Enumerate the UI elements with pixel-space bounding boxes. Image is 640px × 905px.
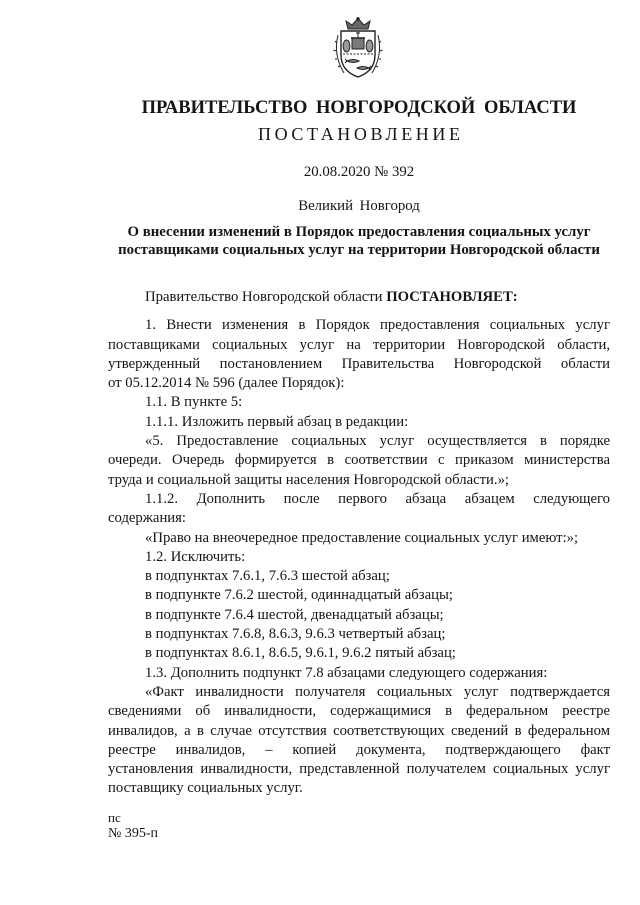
body-line: «Факт инвалидности получателя социальных услуг подтверждается xyxy=(145,683,610,700)
footer xyxy=(108,811,308,842)
document-date-number: 20.08.2020 № 392 xyxy=(303,164,415,180)
document-type: ПОСТАНОВЛЕНИЕ xyxy=(257,124,464,144)
coat-of-arms-icon xyxy=(333,17,383,81)
body-line: в подпунктах 8.6.1, 8.6.5, 9.6.1, 9.6.2 пятый абзац; xyxy=(145,645,456,662)
document-city: Великий Новгород xyxy=(298,198,420,214)
body-line: в подпункте 7.6.2 шестой, одиннадцатый абзацы; xyxy=(145,587,453,604)
body-line: 1.1.2. Дополнить после первого абзаца абзацем следующего xyxy=(145,490,610,507)
organization-name: ПРАВИТЕЛЬСТВО НОВГОРОДСКОЙ ОБЛАСТИ xyxy=(141,98,577,118)
body-line: 1.1. В пункте 5: xyxy=(145,394,243,411)
document-title-line: поставщиками социальных услуг на территории Новгородской области xyxy=(118,242,600,258)
body-line: труда и социальной защиты населения Новгородской области.»; xyxy=(108,471,509,488)
preamble-emphasis: ПОСТАНОВЛЯЕТ: xyxy=(386,289,518,305)
body-line: 1. Внести изменения в Порядок предоставления социальных услуг xyxy=(145,317,610,334)
body-line: инвалидов, а в случае отсутствия соответствующих сведений в федеральном xyxy=(108,722,610,739)
body-line: «Право на внеочередное предоставление социальных услуг имеют:»; xyxy=(145,529,579,546)
coat-of-arms-graphic xyxy=(333,17,383,81)
document-title xyxy=(108,223,610,259)
preamble-text: Правительство Новгородской области xyxy=(145,289,387,305)
body-line: «5. Предоставление социальных услуг осуществляется в порядке xyxy=(145,433,610,450)
body-line: установления инвалидности, представленной получателем социальных услуг xyxy=(108,761,610,778)
body-line: 1.1.1. Изложить первый абзац в редакции: xyxy=(145,413,409,430)
document-body xyxy=(108,288,610,799)
body-line: сведениями об инвалидности, содержащимися в федеральном реестре xyxy=(108,703,610,720)
body-line: от 05.12.2014 № 596 (далее Порядок): xyxy=(108,375,345,392)
body-line: 1.2. Исключить: xyxy=(145,548,246,565)
body-line: в подпунктах 7.6.8, 8.6.3, 9.6.3 четвертый абзац; xyxy=(145,626,446,643)
body-line: поставщиками социальных услуг на территории Новгородской области, xyxy=(108,336,610,353)
body-line: в подпункте 7.6.4 шестой, двенадцатый абзацы; xyxy=(145,606,444,623)
body-line: поставщику социальных услуг. xyxy=(108,780,303,797)
body-line: утвержденный постановлением Правительства Новгородской области xyxy=(108,355,610,372)
footer-initials: пс xyxy=(108,810,121,825)
footer-reference-number: № 395-п xyxy=(108,826,159,841)
preamble xyxy=(108,288,610,307)
document-title-line: О внесении изменений в Порядок предоставления социальных услуг xyxy=(127,224,591,240)
body-line: реестре инвалидов, – копией документа, подтверждающего факт xyxy=(108,741,610,758)
body-line: 1.3. Дополнить подпункт 7.8 абзацами следующего содержания: xyxy=(145,664,548,681)
body-line: очереди. Очередь формируется в соответствии с приказом министерства xyxy=(108,452,610,469)
body-line: в подпунктах 7.6.1, 7.6.3 шестой абзац; xyxy=(145,568,390,585)
body-line: содержания: xyxy=(108,510,186,527)
